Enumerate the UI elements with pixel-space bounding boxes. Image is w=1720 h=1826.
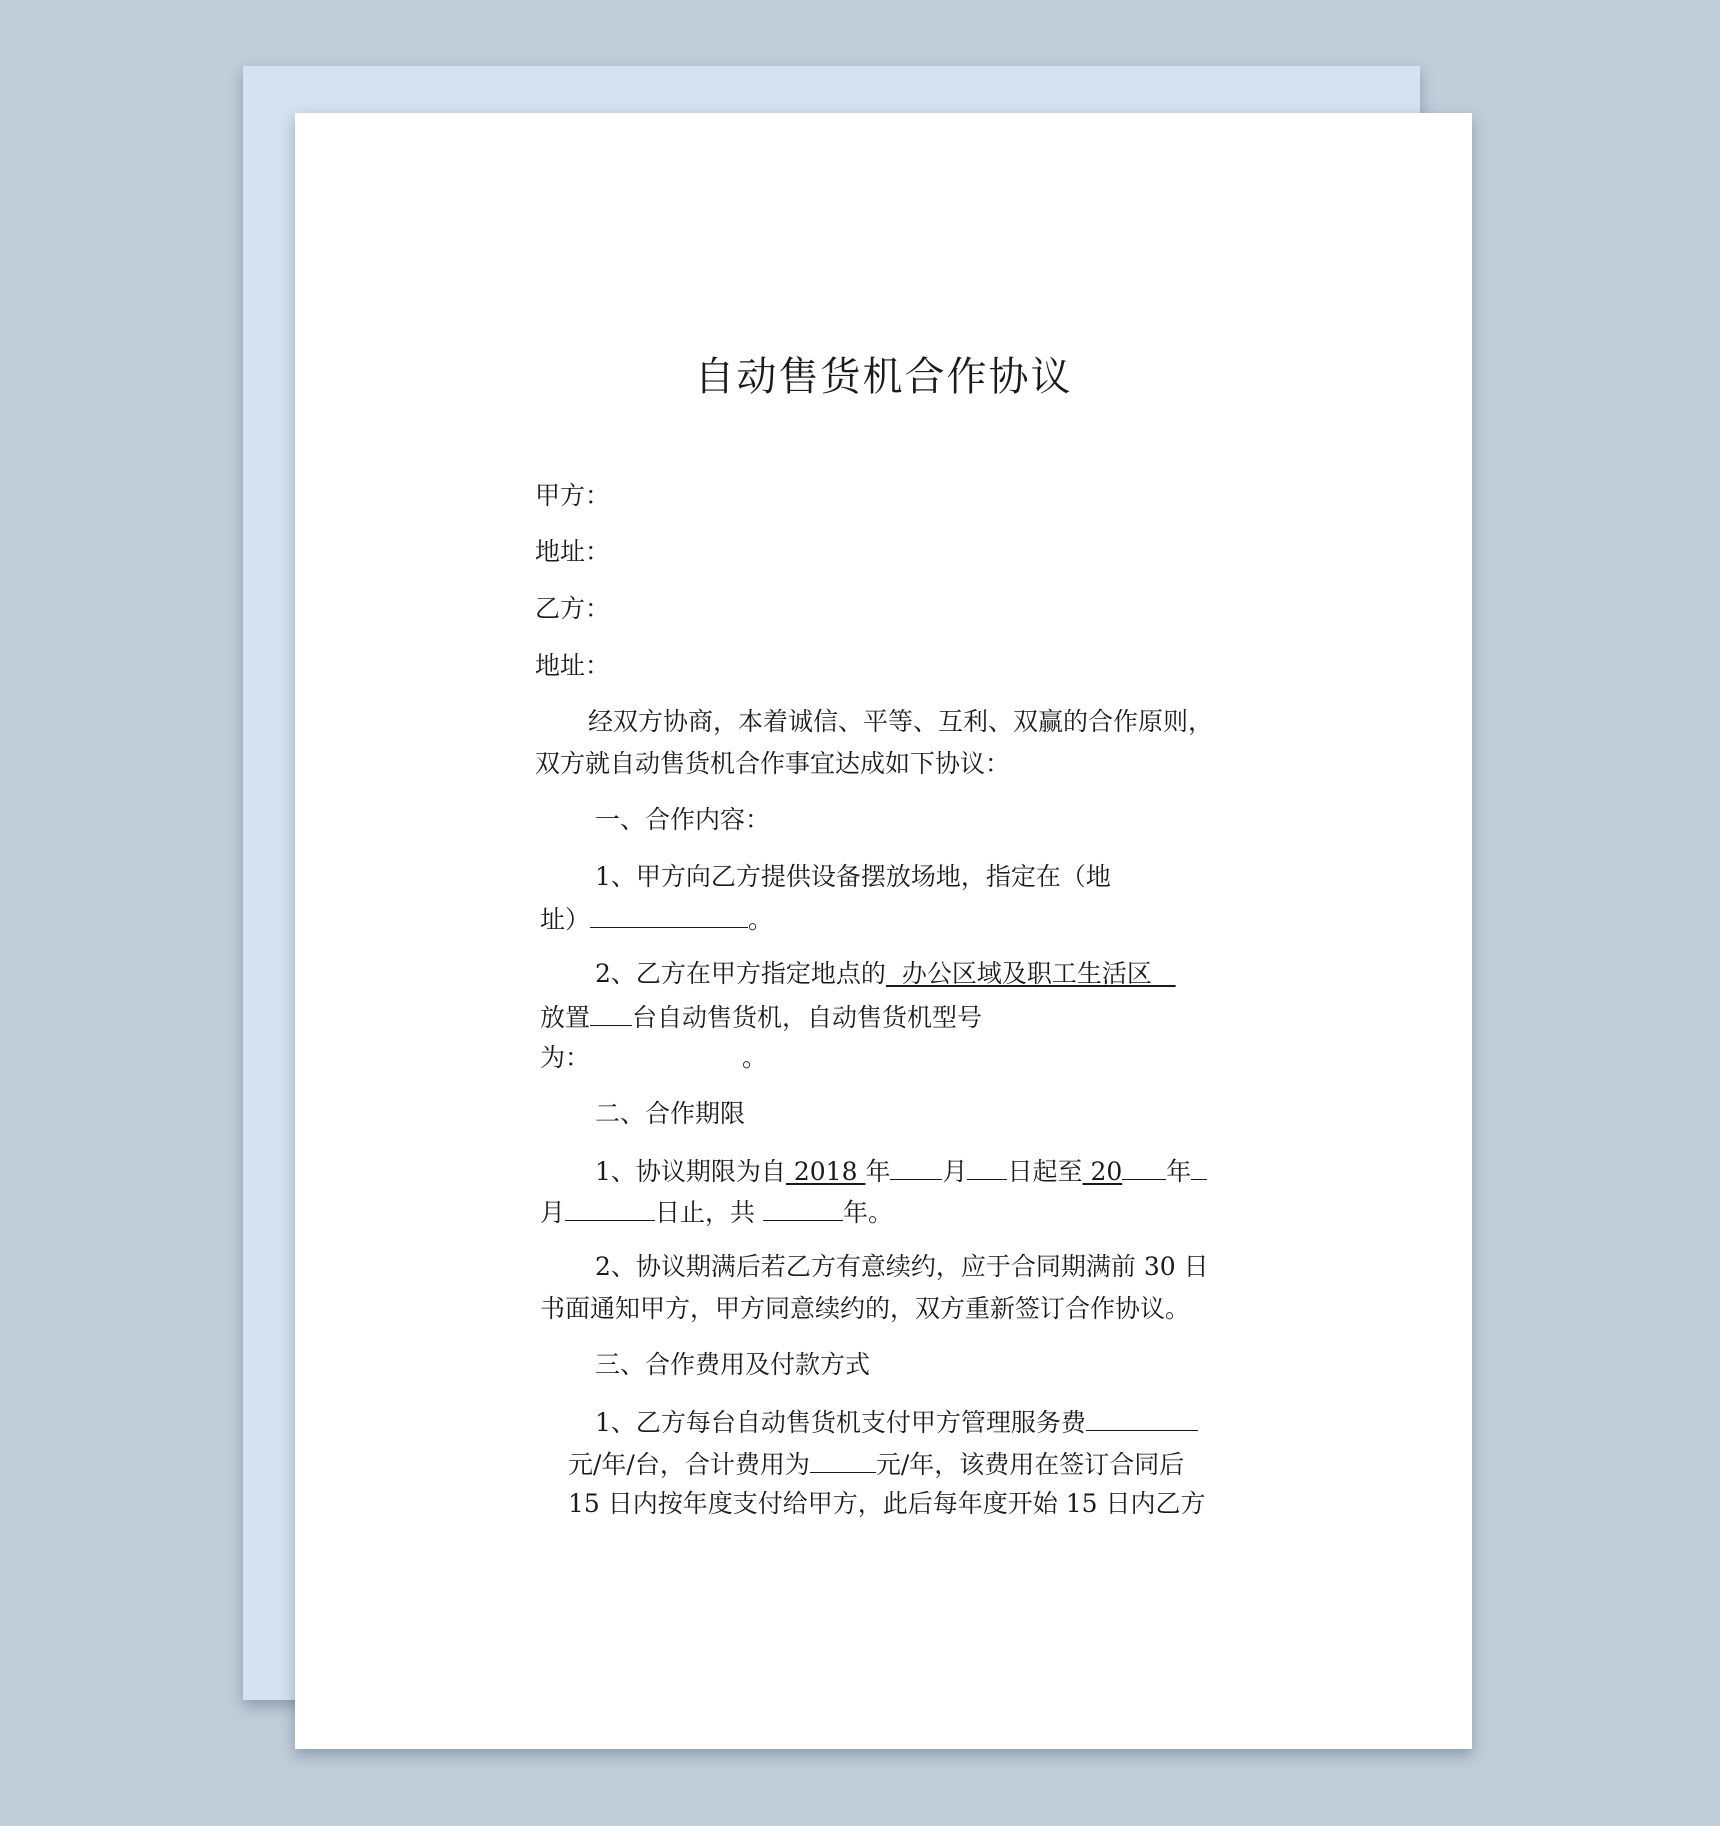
intro-line-2: 双方就自动售货机合作事宜达成如下协议：: [535, 749, 1011, 778]
document-title: 自动售货机合作协议: [694, 354, 1073, 400]
section-3-item-1-line-3: 15 日内按年度支付给甲方，此后每年度开始 15 日内乙方: [568, 1489, 1206, 1518]
section-2-item-2-line-2: 书面通知甲方，甲方同意续约的，双方重新签订合作协议。: [540, 1294, 1191, 1323]
total-fee-blank[interactable]: [810, 1448, 876, 1473]
address-prefix: 址）: [540, 905, 591, 934]
party-a-label: 甲方：: [535, 481, 611, 510]
section-2-item-1-line-1: [595, 1155, 1207, 1187]
place-prefix: 放置: [540, 1003, 591, 1032]
machine-model-text: 台自动售货机，自动售货机型号: [632, 1003, 983, 1032]
model-prefix: 为：: [540, 1043, 591, 1072]
section-1-item-2-line-2: [540, 1001, 982, 1033]
end-month-label: 月: [540, 1198, 566, 1227]
location-value: 办公区域及职工生活区: [885, 959, 1176, 988]
quantity-blank[interactable]: [590, 1001, 632, 1026]
item-2-prefix: 2、乙方在甲方指定地点的: [595, 959, 886, 988]
section-3-item-1-line-2: [568, 1448, 1184, 1480]
payment-text: 元/年，该费用在签订合同后: [875, 1450, 1185, 1479]
section-2-heading: 二、合作期限: [595, 1099, 746, 1128]
intro-line-1: 经双方协商，本着诚信、平等、互利、双赢的合作原则，: [588, 707, 1214, 736]
end-year-label: 年: [1166, 1157, 1192, 1186]
section-1-item-1-line-2: [540, 903, 773, 935]
section-1-item-2-line-3: [540, 1043, 767, 1073]
section-1-item-1-line-1: 1、甲方向乙方提供设备摆放场地，指定在（地: [595, 862, 1111, 891]
years-end-label: 年。: [842, 1198, 893, 1227]
term-prefix: 1、协议期限为自: [595, 1157, 786, 1186]
end-month-blank[interactable]: [1191, 1155, 1207, 1180]
section-1-heading: 一、合作内容：: [595, 805, 771, 834]
end-year-blank[interactable]: [1122, 1155, 1166, 1180]
section-1-item-2-line-1: [595, 959, 1176, 989]
address-blank[interactable]: [590, 903, 748, 928]
address-b-label: 地址：: [535, 651, 611, 680]
section-2-item-2-line-1: 2、协议期满后若乙方有意续约，应于合同期满前 30 日: [595, 1252, 1209, 1281]
document-body: [295, 113, 1472, 1749]
end-day-label: 日止，共: [655, 1198, 763, 1227]
fee-unit-text: 元/年/台，合计费用为: [568, 1450, 810, 1479]
section-3-heading: 三、合作费用及付款方式: [595, 1350, 871, 1379]
end-year-value: 20: [1082, 1157, 1123, 1186]
start-year-value: 2018: [785, 1157, 866, 1186]
end-day-blank[interactable]: [565, 1196, 655, 1221]
period-mark: 。: [742, 1043, 768, 1072]
period-mark: 。: [748, 905, 774, 934]
day-from-label: 日起至: [1007, 1157, 1083, 1186]
section-2-item-1-line-2: [540, 1196, 893, 1228]
address-a-label: 地址：: [535, 537, 611, 566]
start-month-blank[interactable]: [890, 1155, 942, 1180]
party-b-label: 乙方：: [535, 594, 611, 623]
fee-prefix: 1、乙方每台自动售货机支付甲方管理服务费: [595, 1408, 1086, 1437]
start-day-blank[interactable]: [967, 1155, 1007, 1180]
fee-per-machine-blank[interactable]: [1086, 1406, 1198, 1431]
total-years-blank[interactable]: [763, 1196, 843, 1221]
month-label: 月: [942, 1157, 968, 1186]
year-label: 年: [865, 1157, 891, 1186]
section-3-item-1-line-1: [595, 1406, 1198, 1438]
document-page: [295, 113, 1472, 1749]
